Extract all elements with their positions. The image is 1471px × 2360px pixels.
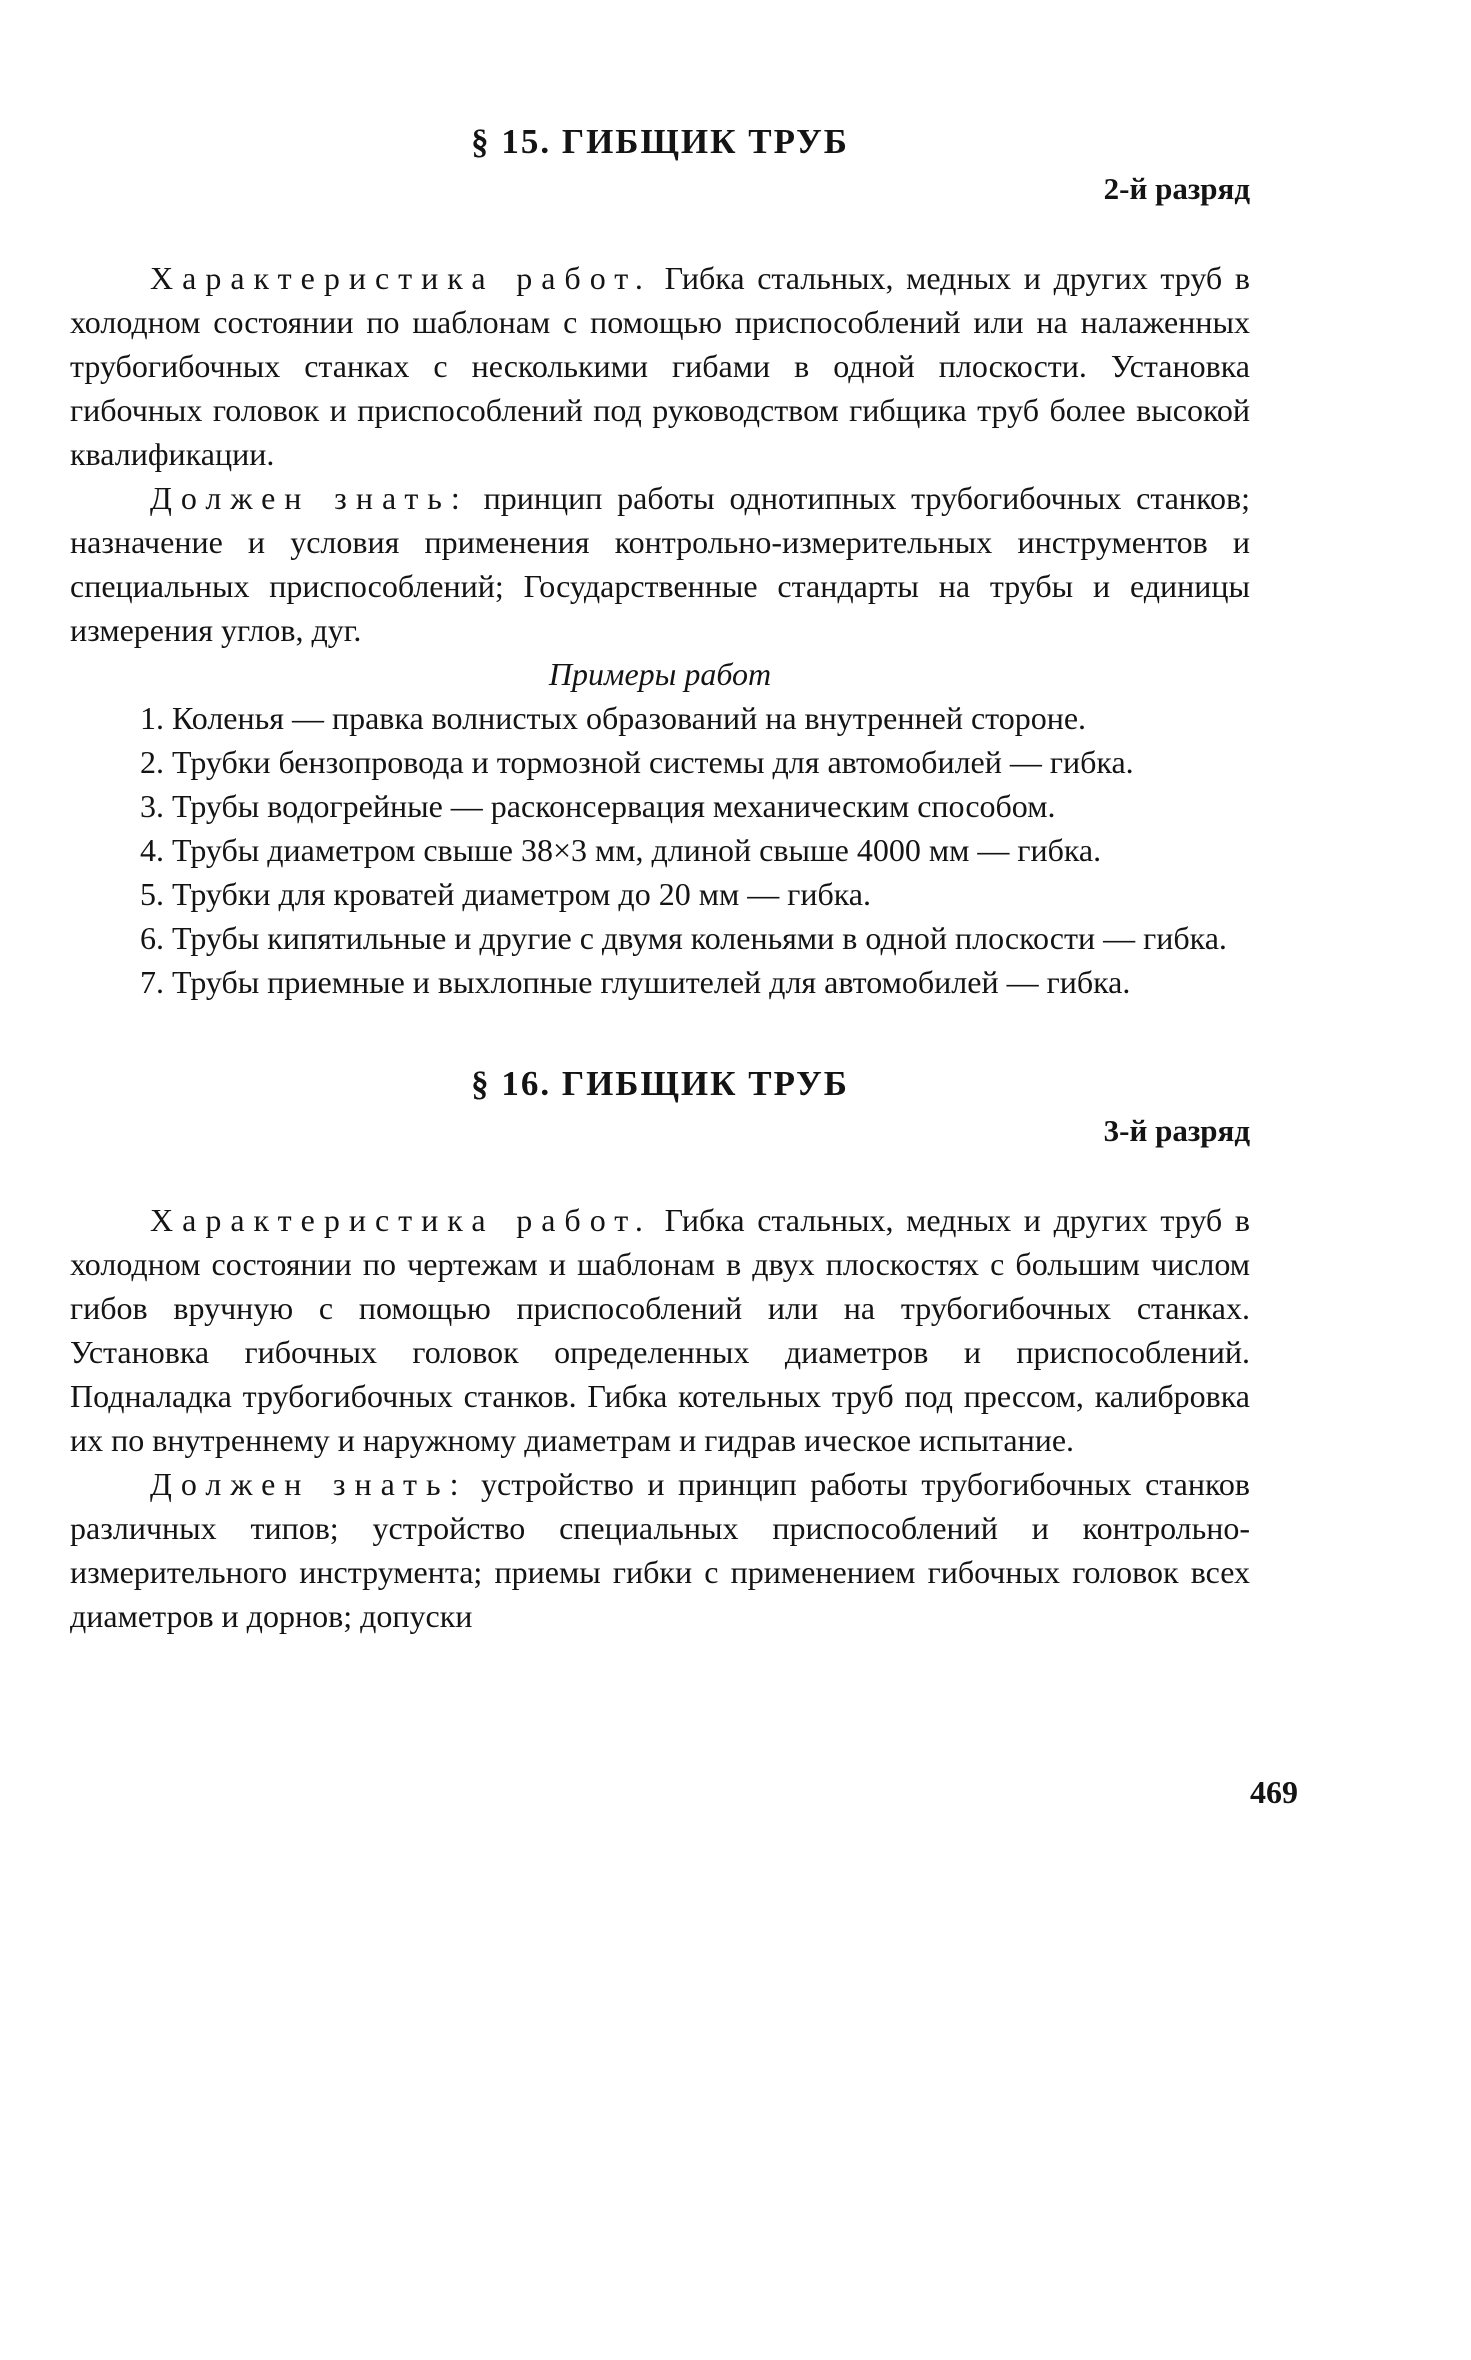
section-16-title: § 16. ГИБЩИК ТРУБ	[471, 1064, 849, 1103]
section-15-grade: 2-й разряд	[1103, 171, 1250, 206]
section-16-characteristics	[70, 1198, 1250, 1462]
characteristics-label: Характеристика работ.	[150, 1202, 652, 1238]
must-know-text: устройство и принцип работы трубогибочных станков различных типов; устройство специальных приспособлений и контрольно-измерительного инструмента; приемы гибки с применением гибочных головок всех диаметров и дорнов; допуски	[70, 1466, 1251, 1634]
section-15-title: § 15. ГИБЩИК ТРУБ	[471, 122, 849, 161]
characteristics-label: Характеристика работ.	[150, 260, 652, 296]
example-item: 2. Трубки бензопровода и тормозной системы для автомобилей — гибка.	[140, 744, 1134, 780]
section-16-grade: 3-й разряд	[1103, 1113, 1250, 1148]
must-know-label: Должен знать:	[150, 1466, 468, 1502]
section-16-must-know	[70, 1462, 1250, 1638]
example-item: 5. Трубки для кроватей диаметром до 20 мм — гибка.	[140, 876, 871, 912]
characteristics-text: Гибка стальных, медных и других труб в холодном состоянии по чертежам и шаблонам в двух плоскостях с большим числом гибов вручную с помощью приспособлений или на трубогибочных станках. Установка гибочных головок определенных диаметров и приспособлений. Подналадка трубогибочных станков. Гибка котельных труб под прессом, калибровка их по внутреннему и наружному диаметрам и гидрав ическое испытание.	[70, 1202, 1251, 1458]
example-item: 4. Трубы диаметром свыше 38×3 мм, длиной свыше 4000 мм — гибка.	[140, 832, 1102, 868]
example-item: 6. Трубы кипятильные и другие с двумя коленьями в одной плоскости — гибка.	[140, 920, 1227, 956]
example-item: 7. Трубы приемные и выхлопные глушителей для автомобилей — гибка.	[140, 964, 1131, 1000]
must-know-label: Должен знать:	[150, 480, 469, 516]
example-item: 3. Трубы водогрейные — расконсервация механическим способом.	[140, 788, 1056, 824]
must-know-text: принцип работы однотипных трубогибочных станков; назначение и условия применения контрольно-измерительных инструментов и специальных приспособлений; Государственные стандарты на трубы и единицы измерения углов, дуг.	[70, 480, 1251, 648]
page-number: 469	[1250, 1774, 1298, 1810]
section-spacer	[70, 1004, 1250, 1062]
section-15-examples-title: Примеры работ	[548, 656, 772, 692]
section-15-characteristics	[70, 256, 1250, 476]
section-15-must-know	[70, 476, 1250, 652]
page-content	[70, 120, 1298, 1810]
example-item: 1. Коленья — правка волнистых образований на внутренней стороне.	[140, 700, 1087, 736]
characteristics-text: Гибка стальных, медных и других труб в холодном состоянии по шаблонам с помощью приспособлений или на налаженных трубогибочных станках с несколькими гибами в одной плоскости. Установка гибочных головок и приспособлений под руководством гибщика труб более высокой квалификации.	[70, 260, 1251, 472]
